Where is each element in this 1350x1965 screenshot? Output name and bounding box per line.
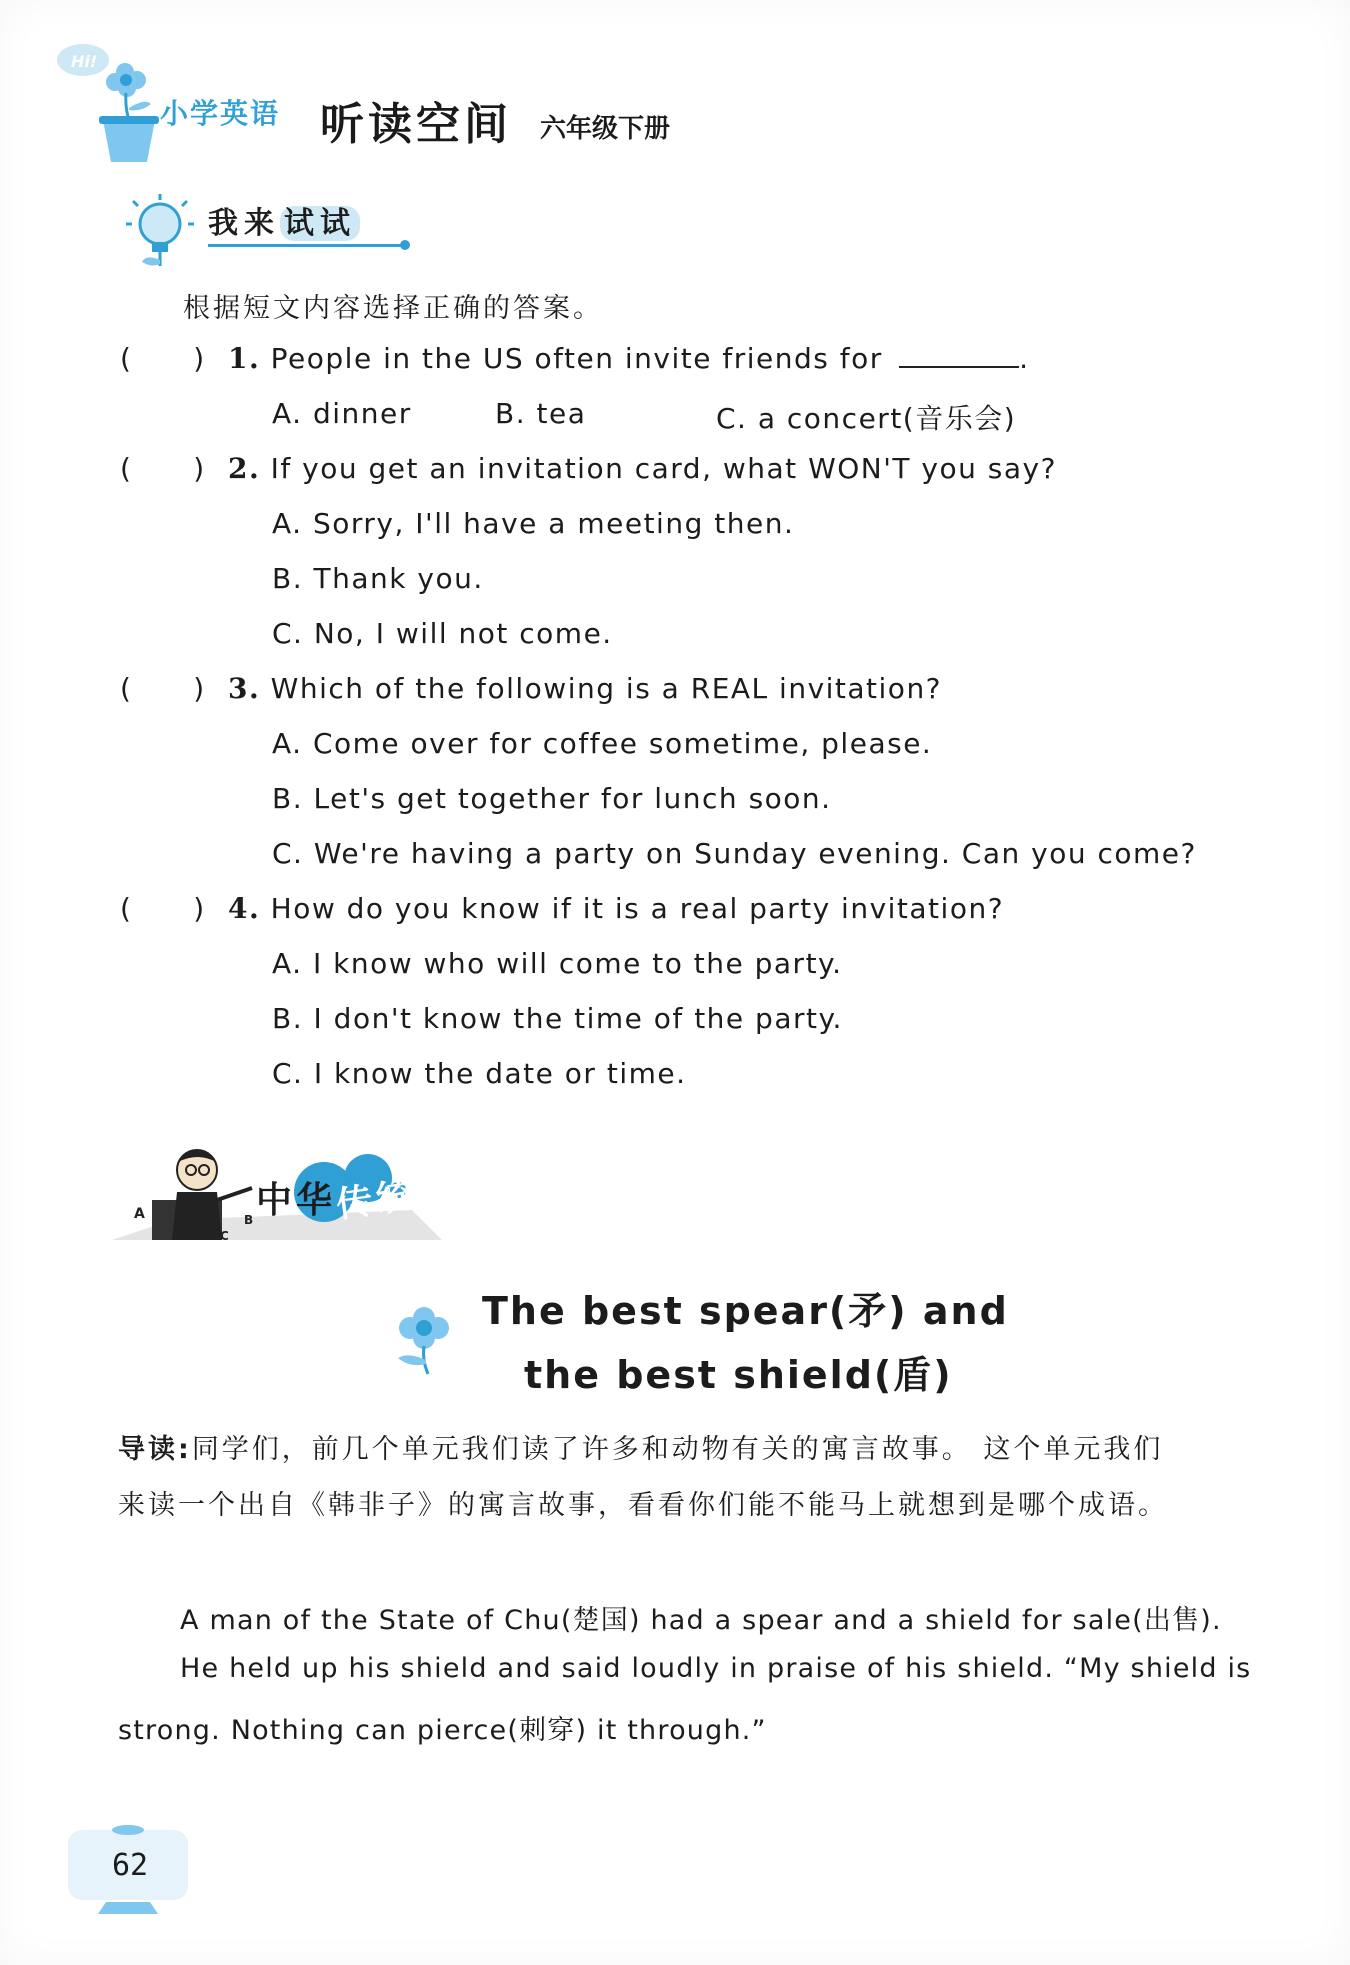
guide-text-1: 同学们，前几个单元我们读了许多和动物有关的寓言故事。 这个单元我们 — [191, 1434, 1164, 1465]
section-title-b: 传统 — [333, 1173, 419, 1227]
series-name-small: 小学英语 — [160, 97, 281, 130]
guide-line-2: 来读一个出自《韩非子》的寓言故事，看看你们能不能马上就想到是哪个成语。 — [118, 1490, 1168, 1521]
question-3 — [228, 672, 942, 705]
question-4 — [228, 892, 1004, 925]
section-underline — [208, 244, 403, 247]
question-stem: Which of the following is a REAL invitation? — [270, 672, 943, 705]
section-underline-dot — [400, 240, 410, 250]
story-title-line-1: The best spear(矛) and — [482, 1289, 1009, 1333]
question-2 — [228, 452, 1057, 485]
question-number: 4. — [228, 892, 261, 925]
letter-a: A — [134, 1206, 145, 1222]
section-title-try — [208, 198, 360, 242]
hi-badge-text: Hi! — [71, 52, 98, 71]
option-3b: B. Let's get together for lunch soon. — [272, 782, 832, 815]
guide-label: 导读: — [118, 1434, 192, 1465]
question-stem-end: . — [1019, 342, 1030, 375]
story-title-line-2: the best shield(盾) — [524, 1353, 953, 1397]
section-title-prefix: 我来 — [208, 206, 280, 241]
lightbulb-icon — [118, 192, 198, 272]
option-4b: B. I don't know the time of the party. — [272, 1002, 843, 1035]
question-number: 2. — [228, 452, 261, 485]
section-title-a: 中华 — [256, 1180, 337, 1221]
question-stem: If you get an invitation card, what WON'T you say? — [270, 452, 1057, 485]
section-title-highlight: 试试 — [280, 206, 360, 241]
option-2b: B. Thank you. — [272, 562, 484, 595]
page-number: 62 — [112, 1848, 149, 1883]
option-1a: A. dinner — [272, 397, 412, 430]
option-3c: C. We're having a party on Sunday evening. Can you come? — [272, 837, 1197, 870]
letter-c: C — [220, 1229, 229, 1243]
fill-blank[interactable] — [899, 344, 1019, 368]
option-1c: C. a concert(音乐会) — [716, 402, 1017, 435]
series-name-big: 听读空间 — [320, 99, 512, 150]
letter-b: B — [244, 1213, 254, 1227]
question-1 — [228, 342, 1030, 375]
answer-paren-1[interactable]: ( ) — [120, 342, 205, 375]
flower-icon — [390, 1300, 460, 1380]
guide-paragraph — [118, 1422, 1238, 1534]
instruction: 根据短文内容选择正确的答案。 — [183, 293, 603, 324]
story-line-3: strong. Nothing can pierce(刺穿) it through.” — [118, 1715, 767, 1746]
answer-paren-4[interactable]: ( ) — [120, 892, 205, 925]
option-2a: A. Sorry, I'll have a meeting then. — [272, 507, 795, 540]
story-line-2: He held up his shield and said loudly in praise of his shield. “My shield is — [180, 1653, 1252, 1684]
story-line-1: A man of the State of Chu(楚国) had a spear and a shield for sale(出售). — [180, 1605, 1222, 1636]
grade-label: 六年级下册 — [540, 114, 671, 144]
question-stem: How do you know if it is a real party invitation? — [270, 892, 1005, 925]
option-4a: A. I know who will come to the party. — [272, 947, 843, 980]
option-2c: C. No, I will not come. — [272, 617, 613, 650]
option-1b: B. tea — [495, 397, 587, 430]
answer-paren-3[interactable]: ( ) — [120, 672, 205, 705]
question-number: 1. — [228, 342, 261, 375]
question-number: 3. — [228, 672, 261, 705]
answer-paren-2[interactable]: ( ) — [120, 452, 205, 485]
section-title-tradition — [256, 1172, 419, 1227]
guide-line-1 — [118, 1422, 1238, 1478]
option-4c: C. I know the date or time. — [272, 1057, 687, 1090]
question-stem: People in the US often invite friends for — [270, 342, 883, 375]
option-3a: A. Come over for coffee sometime, please. — [272, 727, 933, 760]
